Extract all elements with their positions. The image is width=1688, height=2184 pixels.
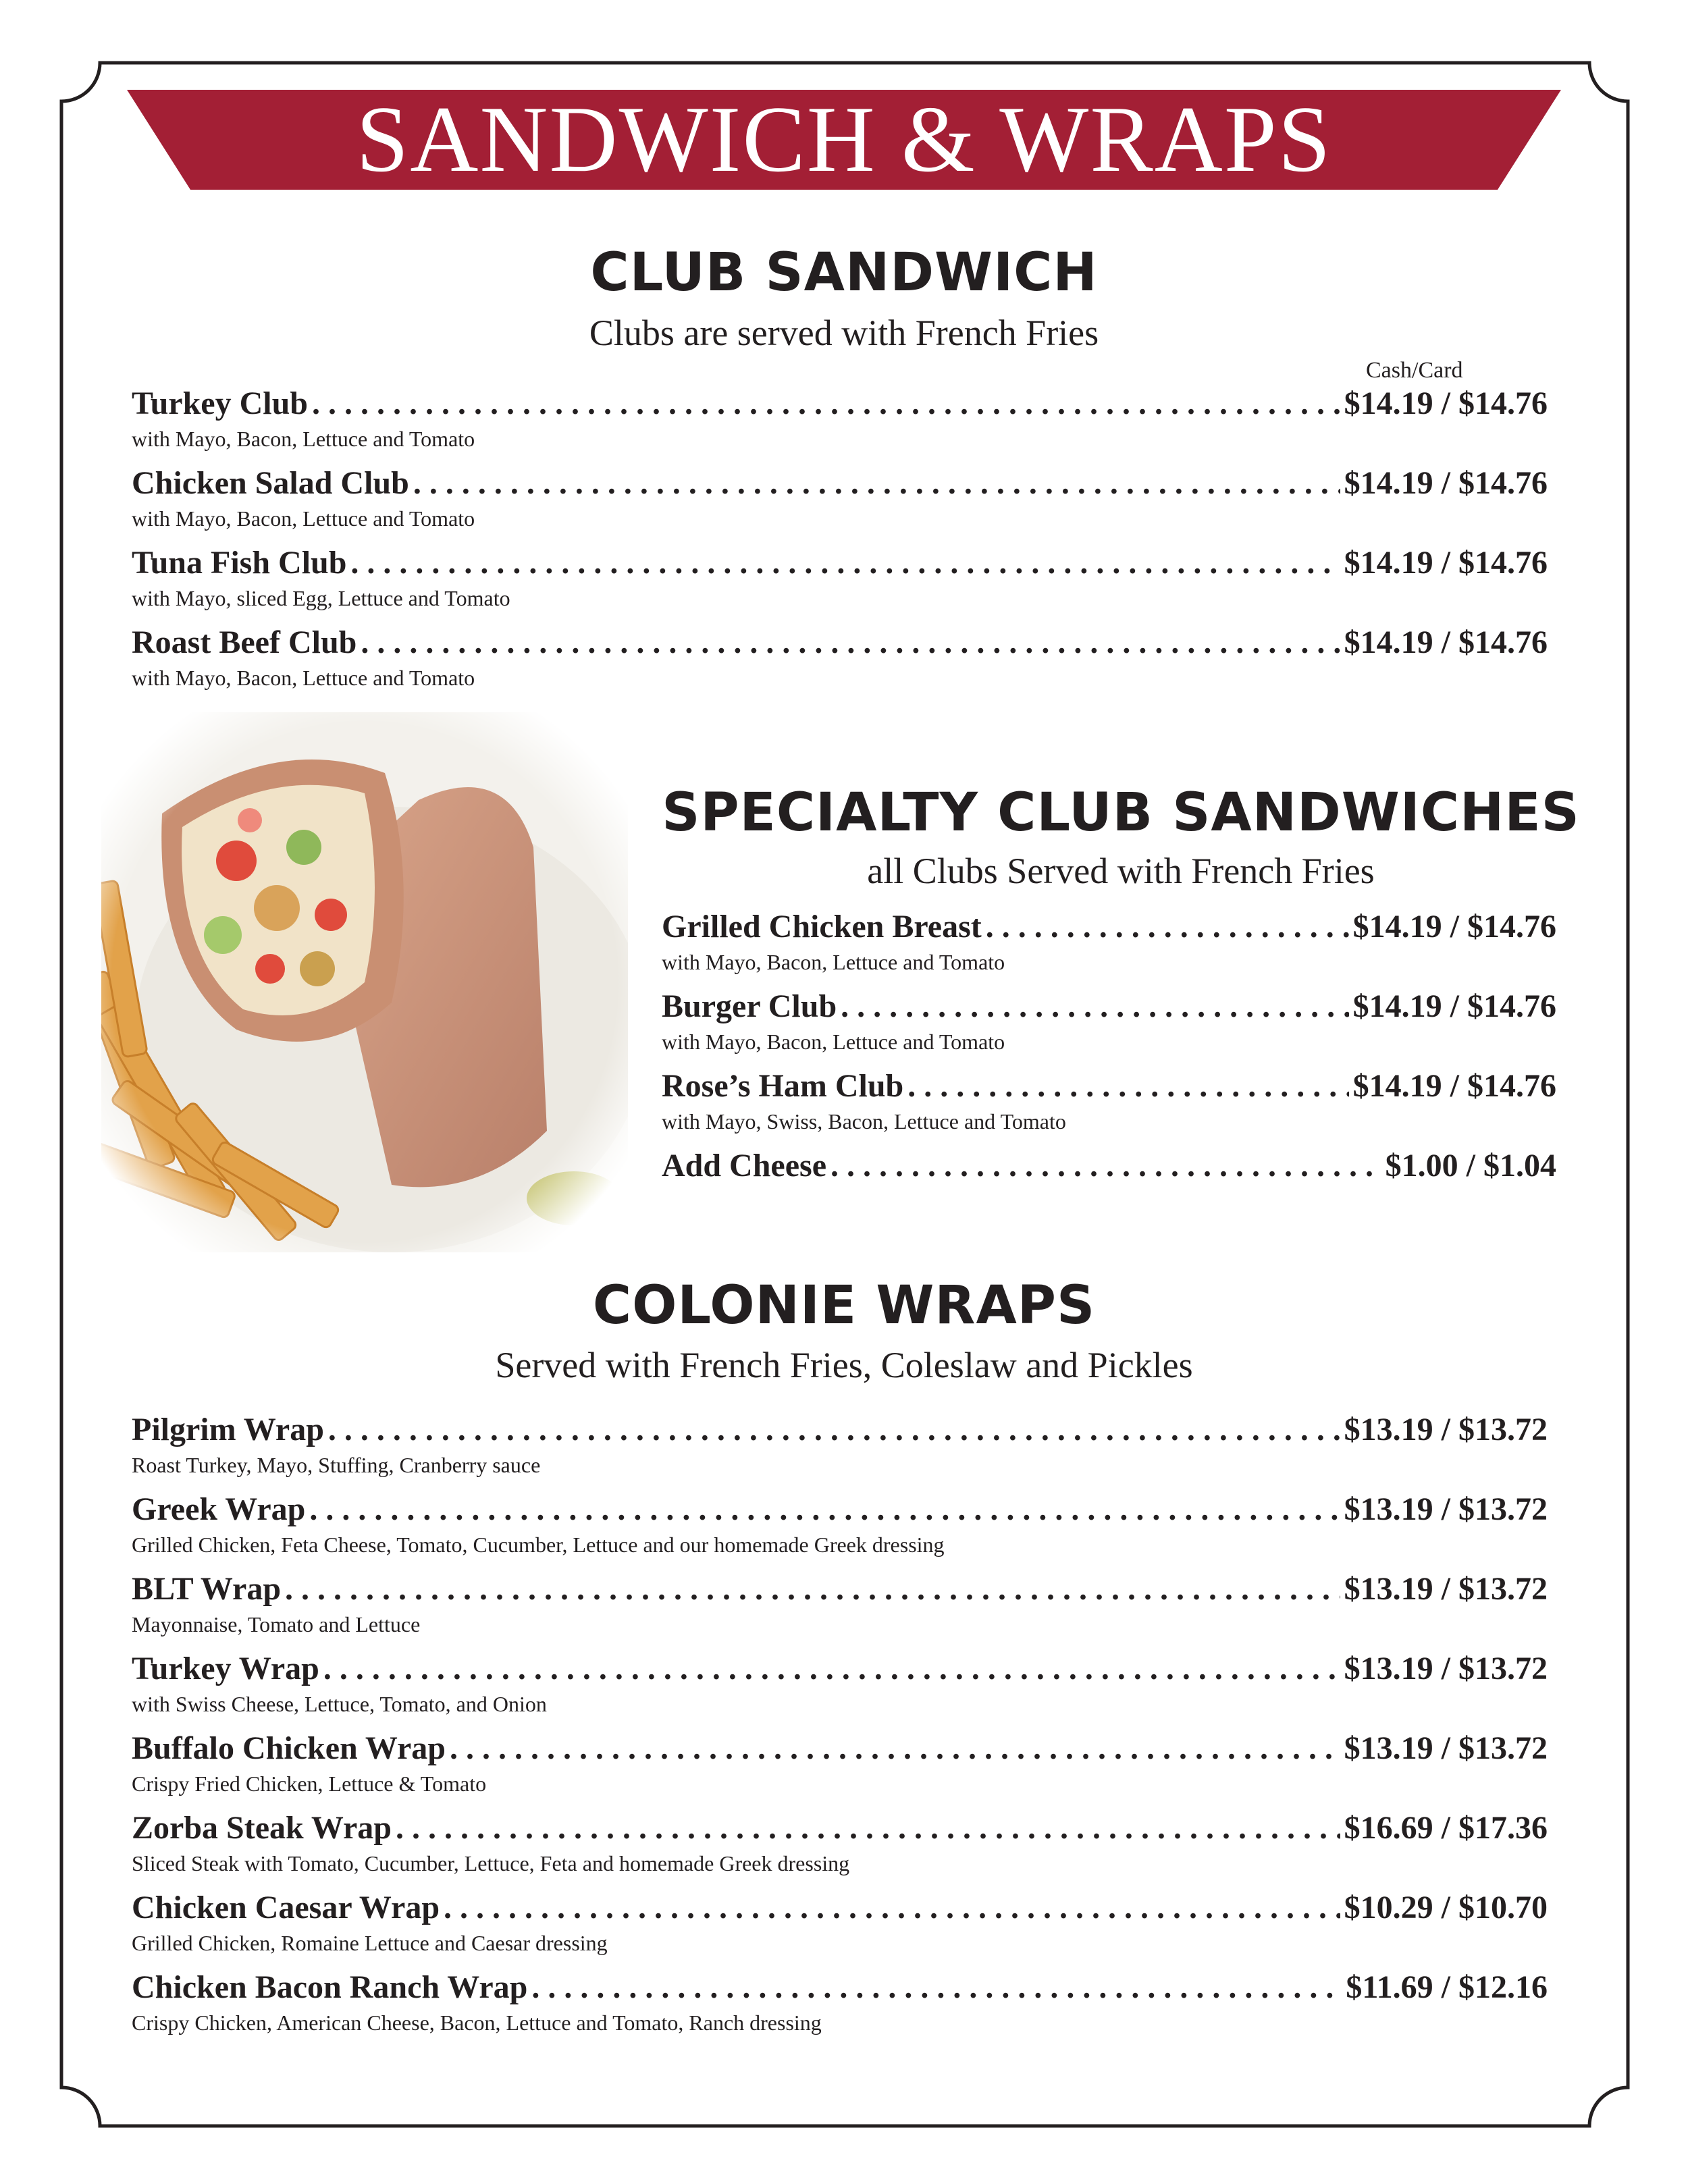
leader-dots bbox=[531, 1969, 1342, 2006]
item-name: Chicken Bacon Ranch Wrap bbox=[132, 1969, 528, 2005]
leader-dots bbox=[413, 464, 1340, 502]
item-description: Sliced Steak with Tomato, Cucumber, Lettuce, Feta and homemade Greek dressing bbox=[132, 1851, 850, 1875]
item-description: Mayonnaise, Tomato and Lettuce bbox=[132, 1612, 421, 1636]
item-description: with Swiss Cheese, Lettuce, Tomato, and Onion bbox=[132, 1692, 547, 1716]
leader-dots bbox=[907, 1067, 1348, 1104]
item-name: Chicken Salad Club bbox=[132, 465, 409, 501]
item-description: Crispy Fried Chicken, Lettuce & Tomato bbox=[132, 1772, 487, 1796]
leader-dots bbox=[396, 1809, 1340, 1846]
leader-dots bbox=[830, 1147, 1381, 1184]
item-description: Grilled Chicken, Romaine Lettuce and Caesar dressing bbox=[132, 1931, 608, 1955]
leader-dots bbox=[328, 1411, 1340, 1448]
item-price: $14.19 / $14.76 bbox=[1344, 465, 1548, 501]
item-price: $1.00 / $1.04 bbox=[1385, 1148, 1556, 1183]
item-name: Turkey Wrap bbox=[132, 1651, 319, 1686]
leader-dots bbox=[361, 624, 1340, 661]
leader-dots bbox=[444, 1889, 1340, 1926]
item-name: Greek Wrap bbox=[132, 1491, 306, 1527]
item-price: $13.19 / $13.72 bbox=[1344, 1651, 1548, 1686]
leader-dots bbox=[312, 385, 1340, 422]
item-name: Roast Beef Club bbox=[132, 624, 357, 660]
menu-item bbox=[132, 464, 1548, 544]
item-price: $11.69 / $12.16 bbox=[1346, 1969, 1548, 2005]
item-name: Pilgrim Wrap bbox=[132, 1412, 324, 1447]
item-description: with Mayo, Bacon, Lettuce and Tomato bbox=[662, 950, 1005, 974]
item-price: $14.19 / $14.76 bbox=[1352, 909, 1556, 944]
item-price: $16.69 / $17.36 bbox=[1344, 1810, 1548, 1846]
menu-title: SANDWICH & WRAPS bbox=[356, 87, 1332, 192]
item-price: $14.19 / $14.76 bbox=[1352, 988, 1556, 1024]
menu-item bbox=[132, 385, 1548, 464]
item-name: Add Cheese bbox=[662, 1148, 827, 1183]
menu-item bbox=[662, 1067, 1556, 1147]
menu-item bbox=[132, 1889, 1548, 1969]
menu-item bbox=[132, 1730, 1548, 1809]
specialty-title: SPECIALTY CLUB SANDWICHES bbox=[662, 782, 1580, 843]
item-price: $13.19 / $13.72 bbox=[1344, 1730, 1548, 1766]
item-description: with Mayo, Bacon, Lettuce and Tomato bbox=[132, 506, 475, 531]
item-name: Burger Club bbox=[662, 988, 837, 1024]
wraps-subtitle: Served with French Fries, Coleslaw and Pickles bbox=[495, 1345, 1193, 1385]
leader-dots bbox=[350, 544, 1340, 581]
item-description: Roast Turkey, Mayo, Stuffing, Cranberry sauce bbox=[132, 1453, 541, 1477]
item-description: with Mayo, Swiss, Bacon, Lettuce and Tomato bbox=[662, 1109, 1066, 1134]
item-description: with Mayo, Bacon, Lettuce and Tomato bbox=[132, 666, 475, 690]
item-name: Rose’s Ham Club bbox=[662, 1068, 904, 1104]
menu-item bbox=[662, 908, 1556, 988]
item-name: Grilled Chicken Breast bbox=[662, 909, 982, 944]
item-name: Buffalo Chicken Wrap bbox=[132, 1730, 446, 1766]
menu-item bbox=[662, 1147, 1556, 1227]
item-name: Chicken Caesar Wrap bbox=[132, 1890, 440, 1925]
leader-dots bbox=[309, 1491, 1340, 1528]
leader-dots bbox=[450, 1730, 1340, 1767]
menu-item bbox=[132, 1411, 1548, 1491]
item-description: with Mayo, Bacon, Lettuce and Tomato bbox=[132, 427, 475, 451]
leader-dots bbox=[986, 908, 1349, 945]
menu-item bbox=[132, 1650, 1548, 1730]
menu-item bbox=[132, 1809, 1548, 1889]
item-price: $13.19 / $13.72 bbox=[1344, 1412, 1548, 1447]
item-description: with Mayo, sliced Egg, Lettuce and Tomato bbox=[132, 586, 510, 610]
item-description: with Mayo, Bacon, Lettuce and Tomato bbox=[662, 1030, 1005, 1054]
menu-item bbox=[132, 1491, 1548, 1570]
item-price: $14.19 / $14.76 bbox=[1344, 624, 1548, 660]
item-name: Zorba Steak Wrap bbox=[132, 1810, 392, 1846]
item-description: Crispy Chicken, American Cheese, Bacon, Lettuce and Tomato, Ranch dressing bbox=[132, 2010, 822, 2035]
item-name: BLT Wrap bbox=[132, 1571, 282, 1607]
item-name: Tuna Fish Club bbox=[132, 545, 347, 581]
item-price: $14.19 / $14.76 bbox=[1352, 1068, 1556, 1104]
item-price: $10.29 / $10.70 bbox=[1344, 1890, 1548, 1925]
club-menu bbox=[132, 385, 1548, 703]
menu-item bbox=[132, 544, 1548, 624]
item-price: $14.19 / $14.76 bbox=[1344, 385, 1548, 421]
menu-item bbox=[132, 1570, 1548, 1650]
title-banner bbox=[127, 87, 1561, 192]
specialty-subtitle: all Clubs Served with French Fries bbox=[867, 851, 1375, 891]
price-header: Cash/Card bbox=[1366, 358, 1463, 383]
wraps-menu bbox=[132, 1411, 1548, 2048]
menu-item bbox=[662, 988, 1556, 1067]
club-title: CLUB SANDWICH bbox=[590, 242, 1098, 303]
menu-item bbox=[132, 624, 1548, 703]
wrap-and-fries-photo bbox=[101, 712, 628, 1252]
wraps-title: COLONIE WRAPS bbox=[592, 1275, 1096, 1336]
club-subtitle: Clubs are served with French Fries bbox=[589, 313, 1099, 353]
item-name: Turkey Club bbox=[132, 385, 308, 421]
item-description: Grilled Chicken, Feta Cheese, Tomato, Cucumber, Lettuce and our homemade Greek dressing bbox=[132, 1533, 945, 1557]
item-price: $13.19 / $13.72 bbox=[1344, 1491, 1548, 1527]
item-price: $13.19 / $13.72 bbox=[1344, 1571, 1548, 1607]
leader-dots bbox=[323, 1650, 1340, 1687]
leader-dots bbox=[285, 1570, 1340, 1607]
leader-dots bbox=[841, 988, 1349, 1025]
menu-item bbox=[132, 1969, 1548, 2048]
item-price: $14.19 / $14.76 bbox=[1344, 545, 1548, 581]
specialty-menu bbox=[662, 908, 1556, 1227]
